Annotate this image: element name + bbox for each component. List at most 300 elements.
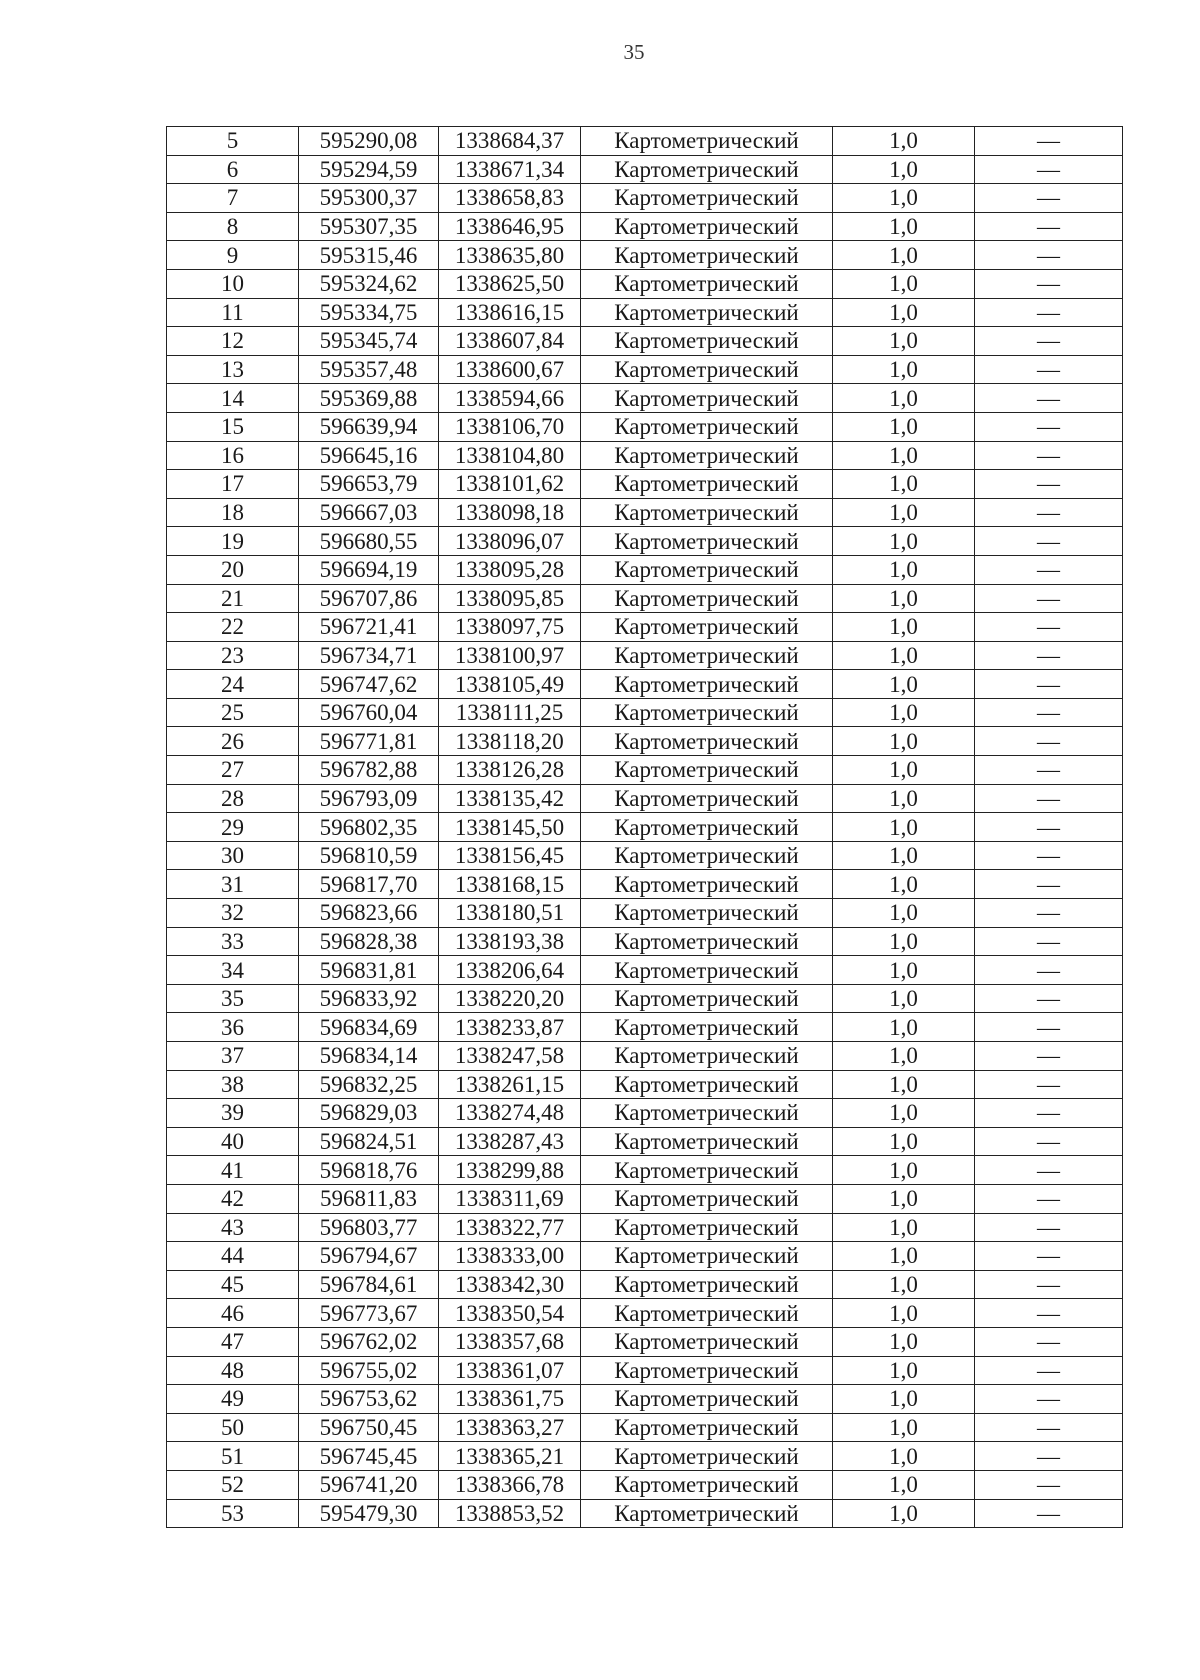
x-coordinate-cell: 595315,46 <box>299 241 439 270</box>
y-coordinate-cell: 1338366,78 <box>439 1470 581 1499</box>
x-coordinate-cell: 596823,66 <box>299 899 439 928</box>
point-number-cell: 39 <box>167 1099 299 1128</box>
table-row <box>167 1327 1123 1356</box>
y-coordinate-cell: 1338101,62 <box>439 470 581 499</box>
accuracy-cell: 1,0 <box>833 212 975 241</box>
y-coordinate-cell: 1338361,75 <box>439 1385 581 1414</box>
coordinates-table <box>166 126 1123 1528</box>
table-row <box>167 1042 1123 1071</box>
x-coordinate-cell: 596645,16 <box>299 441 439 470</box>
x-coordinate-cell: 596741,20 <box>299 1470 439 1499</box>
method-cell: Картометрический <box>581 1013 833 1042</box>
method-cell: Картометрический <box>581 1184 833 1213</box>
point-number-cell: 16 <box>167 441 299 470</box>
method-cell: Картометрический <box>581 555 833 584</box>
accuracy-cell: 1,0 <box>833 327 975 356</box>
x-coordinate-cell: 596750,45 <box>299 1413 439 1442</box>
accuracy-cell: 1,0 <box>833 1327 975 1356</box>
method-cell: Картометрический <box>581 184 833 213</box>
method-cell: Картометрический <box>581 470 833 499</box>
description-cell: — <box>975 527 1123 556</box>
accuracy-cell: 1,0 <box>833 1499 975 1528</box>
description-cell: — <box>975 1270 1123 1299</box>
x-coordinate-cell: 596831,81 <box>299 956 439 985</box>
method-cell: Картометрический <box>581 155 833 184</box>
x-coordinate-cell: 596793,09 <box>299 784 439 813</box>
y-coordinate-cell: 1338357,68 <box>439 1327 581 1356</box>
description-cell: — <box>975 613 1123 642</box>
y-coordinate-cell: 1338096,07 <box>439 527 581 556</box>
accuracy-cell: 1,0 <box>833 756 975 785</box>
description-cell: — <box>975 899 1123 928</box>
point-number-cell: 19 <box>167 527 299 556</box>
method-cell: Картометрический <box>581 727 833 756</box>
description-cell: — <box>975 1499 1123 1528</box>
x-coordinate-cell: 596784,61 <box>299 1270 439 1299</box>
y-coordinate-cell: 1338095,85 <box>439 584 581 613</box>
accuracy-cell: 1,0 <box>833 470 975 499</box>
table-row <box>167 1242 1123 1271</box>
method-cell: Картометрический <box>581 1413 833 1442</box>
method-cell: Картометрический <box>581 1470 833 1499</box>
method-cell: Картометрический <box>581 670 833 699</box>
y-coordinate-cell: 1338233,87 <box>439 1013 581 1042</box>
description-cell: — <box>975 1470 1123 1499</box>
x-coordinate-cell: 595324,62 <box>299 269 439 298</box>
description-cell: — <box>975 1213 1123 1242</box>
point-number-cell: 24 <box>167 670 299 699</box>
accuracy-cell: 1,0 <box>833 1242 975 1271</box>
description-cell: — <box>975 927 1123 956</box>
method-cell: Картометрический <box>581 870 833 899</box>
x-coordinate-cell: 595300,37 <box>299 184 439 213</box>
table-row <box>167 1127 1123 1156</box>
x-coordinate-cell: 596707,86 <box>299 584 439 613</box>
table-row <box>167 727 1123 756</box>
description-cell: — <box>975 269 1123 298</box>
description-cell: — <box>975 470 1123 499</box>
x-coordinate-cell: 595369,88 <box>299 384 439 413</box>
description-cell: — <box>975 841 1123 870</box>
description-cell: — <box>975 1442 1123 1471</box>
x-coordinate-cell: 596760,04 <box>299 698 439 727</box>
table-row <box>167 1213 1123 1242</box>
y-coordinate-cell: 1338206,64 <box>439 956 581 985</box>
accuracy-cell: 1,0 <box>833 384 975 413</box>
x-coordinate-cell: 595345,74 <box>299 327 439 356</box>
point-number-cell: 45 <box>167 1270 299 1299</box>
table-row <box>167 584 1123 613</box>
table-row <box>167 355 1123 384</box>
accuracy-cell: 1,0 <box>833 956 975 985</box>
table-row <box>167 269 1123 298</box>
point-number-cell: 28 <box>167 784 299 813</box>
table-row <box>167 327 1123 356</box>
y-coordinate-cell: 1338105,49 <box>439 670 581 699</box>
x-coordinate-cell: 596817,70 <box>299 870 439 899</box>
y-coordinate-cell: 1338097,75 <box>439 613 581 642</box>
table-row <box>167 870 1123 899</box>
x-coordinate-cell: 596824,51 <box>299 1127 439 1156</box>
x-coordinate-cell: 596771,81 <box>299 727 439 756</box>
table-row <box>167 412 1123 441</box>
point-number-cell: 40 <box>167 1127 299 1156</box>
method-cell: Картометрический <box>581 1042 833 1071</box>
y-coordinate-cell: 1338658,83 <box>439 184 581 213</box>
description-cell: — <box>975 184 1123 213</box>
y-coordinate-cell: 1338247,58 <box>439 1042 581 1071</box>
accuracy-cell: 1,0 <box>833 1470 975 1499</box>
x-coordinate-cell: 595479,30 <box>299 1499 439 1528</box>
description-cell: — <box>975 1413 1123 1442</box>
point-number-cell: 53 <box>167 1499 299 1528</box>
description-cell: — <box>975 870 1123 899</box>
description-cell: — <box>975 1156 1123 1185</box>
accuracy-cell: 1,0 <box>833 1299 975 1328</box>
description-cell: — <box>975 1385 1123 1414</box>
description-cell: — <box>975 1327 1123 1356</box>
point-number-cell: 25 <box>167 698 299 727</box>
accuracy-cell: 1,0 <box>833 441 975 470</box>
point-number-cell: 17 <box>167 470 299 499</box>
method-cell: Картометрический <box>581 784 833 813</box>
description-cell: — <box>975 212 1123 241</box>
method-cell: Картометрический <box>581 584 833 613</box>
point-number-cell: 12 <box>167 327 299 356</box>
accuracy-cell: 1,0 <box>833 412 975 441</box>
accuracy-cell: 1,0 <box>833 641 975 670</box>
y-coordinate-cell: 1338168,15 <box>439 870 581 899</box>
table-row <box>167 127 1123 156</box>
description-cell: — <box>975 327 1123 356</box>
description-cell: — <box>975 127 1123 156</box>
table-row <box>167 470 1123 499</box>
accuracy-cell: 1,0 <box>833 984 975 1013</box>
x-coordinate-cell: 596721,41 <box>299 613 439 642</box>
point-number-cell: 7 <box>167 184 299 213</box>
accuracy-cell: 1,0 <box>833 1070 975 1099</box>
accuracy-cell: 1,0 <box>833 1442 975 1471</box>
description-cell: — <box>975 670 1123 699</box>
y-coordinate-cell: 1338118,20 <box>439 727 581 756</box>
table-row <box>167 441 1123 470</box>
method-cell: Картометрический <box>581 1327 833 1356</box>
method-cell: Картометрический <box>581 527 833 556</box>
point-number-cell: 22 <box>167 613 299 642</box>
accuracy-cell: 1,0 <box>833 584 975 613</box>
x-coordinate-cell: 596653,79 <box>299 470 439 499</box>
page-number: 35 <box>623 40 645 64</box>
point-number-cell: 44 <box>167 1242 299 1271</box>
y-coordinate-cell: 1338616,15 <box>439 298 581 327</box>
point-number-cell: 32 <box>167 899 299 928</box>
x-coordinate-cell: 596832,25 <box>299 1070 439 1099</box>
description-cell: — <box>975 384 1123 413</box>
description-cell: — <box>975 1070 1123 1099</box>
y-coordinate-cell: 1338100,97 <box>439 641 581 670</box>
method-cell: Картометрический <box>581 698 833 727</box>
point-number-cell: 20 <box>167 555 299 584</box>
description-cell: — <box>975 441 1123 470</box>
accuracy-cell: 1,0 <box>833 1042 975 1071</box>
y-coordinate-cell: 1338311,69 <box>439 1184 581 1213</box>
accuracy-cell: 1,0 <box>833 698 975 727</box>
point-number-cell: 31 <box>167 870 299 899</box>
point-number-cell: 47 <box>167 1327 299 1356</box>
description-cell: — <box>975 984 1123 1013</box>
x-coordinate-cell: 596639,94 <box>299 412 439 441</box>
x-coordinate-cell: 596810,59 <box>299 841 439 870</box>
point-number-cell: 48 <box>167 1356 299 1385</box>
point-number-cell: 29 <box>167 813 299 842</box>
table-row <box>167 841 1123 870</box>
table-row <box>167 527 1123 556</box>
accuracy-cell: 1,0 <box>833 241 975 270</box>
method-cell: Картометрический <box>581 1270 833 1299</box>
accuracy-cell: 1,0 <box>833 727 975 756</box>
description-cell: — <box>975 641 1123 670</box>
description-cell: — <box>975 155 1123 184</box>
table-row <box>167 641 1123 670</box>
method-cell: Картометрический <box>581 841 833 870</box>
method-cell: Картометрический <box>581 412 833 441</box>
table-row <box>167 1099 1123 1128</box>
method-cell: Картометрический <box>581 899 833 928</box>
description-cell: — <box>975 1299 1123 1328</box>
y-coordinate-cell: 1338193,38 <box>439 927 581 956</box>
description-cell: — <box>975 1184 1123 1213</box>
x-coordinate-cell: 596755,02 <box>299 1356 439 1385</box>
point-number-cell: 14 <box>167 384 299 413</box>
table-row <box>167 1470 1123 1499</box>
table-row <box>167 1270 1123 1299</box>
method-cell: Картометрический <box>581 212 833 241</box>
point-number-cell: 35 <box>167 984 299 1013</box>
method-cell: Картометрический <box>581 956 833 985</box>
accuracy-cell: 1,0 <box>833 555 975 584</box>
x-coordinate-cell: 596782,88 <box>299 756 439 785</box>
y-coordinate-cell: 1338220,20 <box>439 984 581 1013</box>
y-coordinate-cell: 1338646,95 <box>439 212 581 241</box>
table-row <box>167 1385 1123 1414</box>
method-cell: Картометрический <box>581 1442 833 1471</box>
description-cell: — <box>975 698 1123 727</box>
x-coordinate-cell: 596828,38 <box>299 927 439 956</box>
method-cell: Картометрический <box>581 1127 833 1156</box>
description-cell: — <box>975 555 1123 584</box>
y-coordinate-cell: 1338145,50 <box>439 813 581 842</box>
table-row <box>167 813 1123 842</box>
y-coordinate-cell: 1338261,15 <box>439 1070 581 1099</box>
accuracy-cell: 1,0 <box>833 813 975 842</box>
description-cell: — <box>975 355 1123 384</box>
x-coordinate-cell: 595334,75 <box>299 298 439 327</box>
x-coordinate-cell: 596753,62 <box>299 1385 439 1414</box>
y-coordinate-cell: 1338853,52 <box>439 1499 581 1528</box>
x-coordinate-cell: 596803,77 <box>299 1213 439 1242</box>
x-coordinate-cell: 596802,35 <box>299 813 439 842</box>
point-number-cell: 8 <box>167 212 299 241</box>
point-number-cell: 21 <box>167 584 299 613</box>
table-row <box>167 784 1123 813</box>
coordinates-table-container <box>166 126 1123 1528</box>
point-number-cell: 30 <box>167 841 299 870</box>
y-coordinate-cell: 1338106,70 <box>439 412 581 441</box>
description-cell: — <box>975 1013 1123 1042</box>
accuracy-cell: 1,0 <box>833 1013 975 1042</box>
point-number-cell: 49 <box>167 1385 299 1414</box>
x-coordinate-cell: 596773,67 <box>299 1299 439 1328</box>
table-row <box>167 1413 1123 1442</box>
method-cell: Картометрический <box>581 927 833 956</box>
y-coordinate-cell: 1338098,18 <box>439 498 581 527</box>
y-coordinate-cell: 1338361,07 <box>439 1356 581 1385</box>
y-coordinate-cell: 1338607,84 <box>439 327 581 356</box>
accuracy-cell: 1,0 <box>833 1385 975 1414</box>
point-number-cell: 38 <box>167 1070 299 1099</box>
point-number-cell: 42 <box>167 1184 299 1213</box>
method-cell: Картометрический <box>581 813 833 842</box>
method-cell: Картометрический <box>581 1385 833 1414</box>
x-coordinate-cell: 596680,55 <box>299 527 439 556</box>
table-row <box>167 155 1123 184</box>
table-row <box>167 1442 1123 1471</box>
description-cell: — <box>975 956 1123 985</box>
table-row <box>167 498 1123 527</box>
method-cell: Картометрический <box>581 1156 833 1185</box>
x-coordinate-cell: 596833,92 <box>299 984 439 1013</box>
description-cell: — <box>975 1042 1123 1071</box>
method-cell: Картометрический <box>581 613 833 642</box>
method-cell: Картометрический <box>581 1099 833 1128</box>
x-coordinate-cell: 596794,67 <box>299 1242 439 1271</box>
accuracy-cell: 1,0 <box>833 355 975 384</box>
method-cell: Картометрический <box>581 756 833 785</box>
x-coordinate-cell: 596694,19 <box>299 555 439 584</box>
method-cell: Картометрический <box>581 241 833 270</box>
table-row <box>167 670 1123 699</box>
table-row <box>167 698 1123 727</box>
y-coordinate-cell: 1338594,66 <box>439 384 581 413</box>
accuracy-cell: 1,0 <box>833 298 975 327</box>
x-coordinate-cell: 596811,83 <box>299 1184 439 1213</box>
table-row <box>167 1356 1123 1385</box>
point-number-cell: 27 <box>167 756 299 785</box>
accuracy-cell: 1,0 <box>833 1099 975 1128</box>
table-row <box>167 555 1123 584</box>
accuracy-cell: 1,0 <box>833 1127 975 1156</box>
method-cell: Картометрический <box>581 1213 833 1242</box>
table-row <box>167 956 1123 985</box>
x-coordinate-cell: 596667,03 <box>299 498 439 527</box>
accuracy-cell: 1,0 <box>833 899 975 928</box>
y-coordinate-cell: 1338363,27 <box>439 1413 581 1442</box>
x-coordinate-cell: 596834,14 <box>299 1042 439 1071</box>
accuracy-cell: 1,0 <box>833 269 975 298</box>
accuracy-cell: 1,0 <box>833 670 975 699</box>
accuracy-cell: 1,0 <box>833 1156 975 1185</box>
accuracy-cell: 1,0 <box>833 870 975 899</box>
description-cell: — <box>975 756 1123 785</box>
method-cell: Картометрический <box>581 984 833 1013</box>
y-coordinate-cell: 1338104,80 <box>439 441 581 470</box>
x-coordinate-cell: 595357,48 <box>299 355 439 384</box>
y-coordinate-cell: 1338287,43 <box>439 1127 581 1156</box>
x-coordinate-cell: 595307,35 <box>299 212 439 241</box>
y-coordinate-cell: 1338635,80 <box>439 241 581 270</box>
description-cell: — <box>975 298 1123 327</box>
y-coordinate-cell: 1338126,28 <box>439 756 581 785</box>
table-row <box>167 613 1123 642</box>
description-cell: — <box>975 1356 1123 1385</box>
table-row <box>167 984 1123 1013</box>
x-coordinate-cell: 595290,08 <box>299 127 439 156</box>
accuracy-cell: 1,0 <box>833 1184 975 1213</box>
accuracy-cell: 1,0 <box>833 784 975 813</box>
method-cell: Картометрический <box>581 355 833 384</box>
y-coordinate-cell: 1338135,42 <box>439 784 581 813</box>
point-number-cell: 37 <box>167 1042 299 1071</box>
method-cell: Картометрический <box>581 127 833 156</box>
description-cell: — <box>975 241 1123 270</box>
method-cell: Картометрический <box>581 1499 833 1528</box>
description-cell: — <box>975 784 1123 813</box>
x-coordinate-cell: 596734,71 <box>299 641 439 670</box>
point-number-cell: 18 <box>167 498 299 527</box>
table-row <box>167 1184 1123 1213</box>
point-number-cell: 33 <box>167 927 299 956</box>
accuracy-cell: 1,0 <box>833 613 975 642</box>
accuracy-cell: 1,0 <box>833 1413 975 1442</box>
accuracy-cell: 1,0 <box>833 927 975 956</box>
method-cell: Картометрический <box>581 1070 833 1099</box>
method-cell: Картометрический <box>581 498 833 527</box>
table-row <box>167 756 1123 785</box>
x-coordinate-cell: 596818,76 <box>299 1156 439 1185</box>
table-row <box>167 1299 1123 1328</box>
accuracy-cell: 1,0 <box>833 1270 975 1299</box>
x-coordinate-cell: 596829,03 <box>299 1099 439 1128</box>
y-coordinate-cell: 1338600,67 <box>439 355 581 384</box>
y-coordinate-cell: 1338350,54 <box>439 1299 581 1328</box>
method-cell: Картометрический <box>581 327 833 356</box>
table-row <box>167 1499 1123 1528</box>
x-coordinate-cell: 595294,59 <box>299 155 439 184</box>
y-coordinate-cell: 1338111,25 <box>439 698 581 727</box>
point-number-cell: 52 <box>167 1470 299 1499</box>
y-coordinate-cell: 1338274,48 <box>439 1099 581 1128</box>
accuracy-cell: 1,0 <box>833 1213 975 1242</box>
description-cell: — <box>975 1127 1123 1156</box>
table-row <box>167 927 1123 956</box>
point-number-cell: 50 <box>167 1413 299 1442</box>
method-cell: Картометрический <box>581 298 833 327</box>
y-coordinate-cell: 1338684,37 <box>439 127 581 156</box>
accuracy-cell: 1,0 <box>833 1356 975 1385</box>
y-coordinate-cell: 1338156,45 <box>439 841 581 870</box>
table-row <box>167 899 1123 928</box>
table-row <box>167 384 1123 413</box>
table-row <box>167 184 1123 213</box>
method-cell: Картометрический <box>581 1356 833 1385</box>
x-coordinate-cell: 596762,02 <box>299 1327 439 1356</box>
y-coordinate-cell: 1338365,21 <box>439 1442 581 1471</box>
method-cell: Картометрический <box>581 641 833 670</box>
point-number-cell: 10 <box>167 269 299 298</box>
point-number-cell: 5 <box>167 127 299 156</box>
description-cell: — <box>975 1099 1123 1128</box>
point-number-cell: 36 <box>167 1013 299 1042</box>
